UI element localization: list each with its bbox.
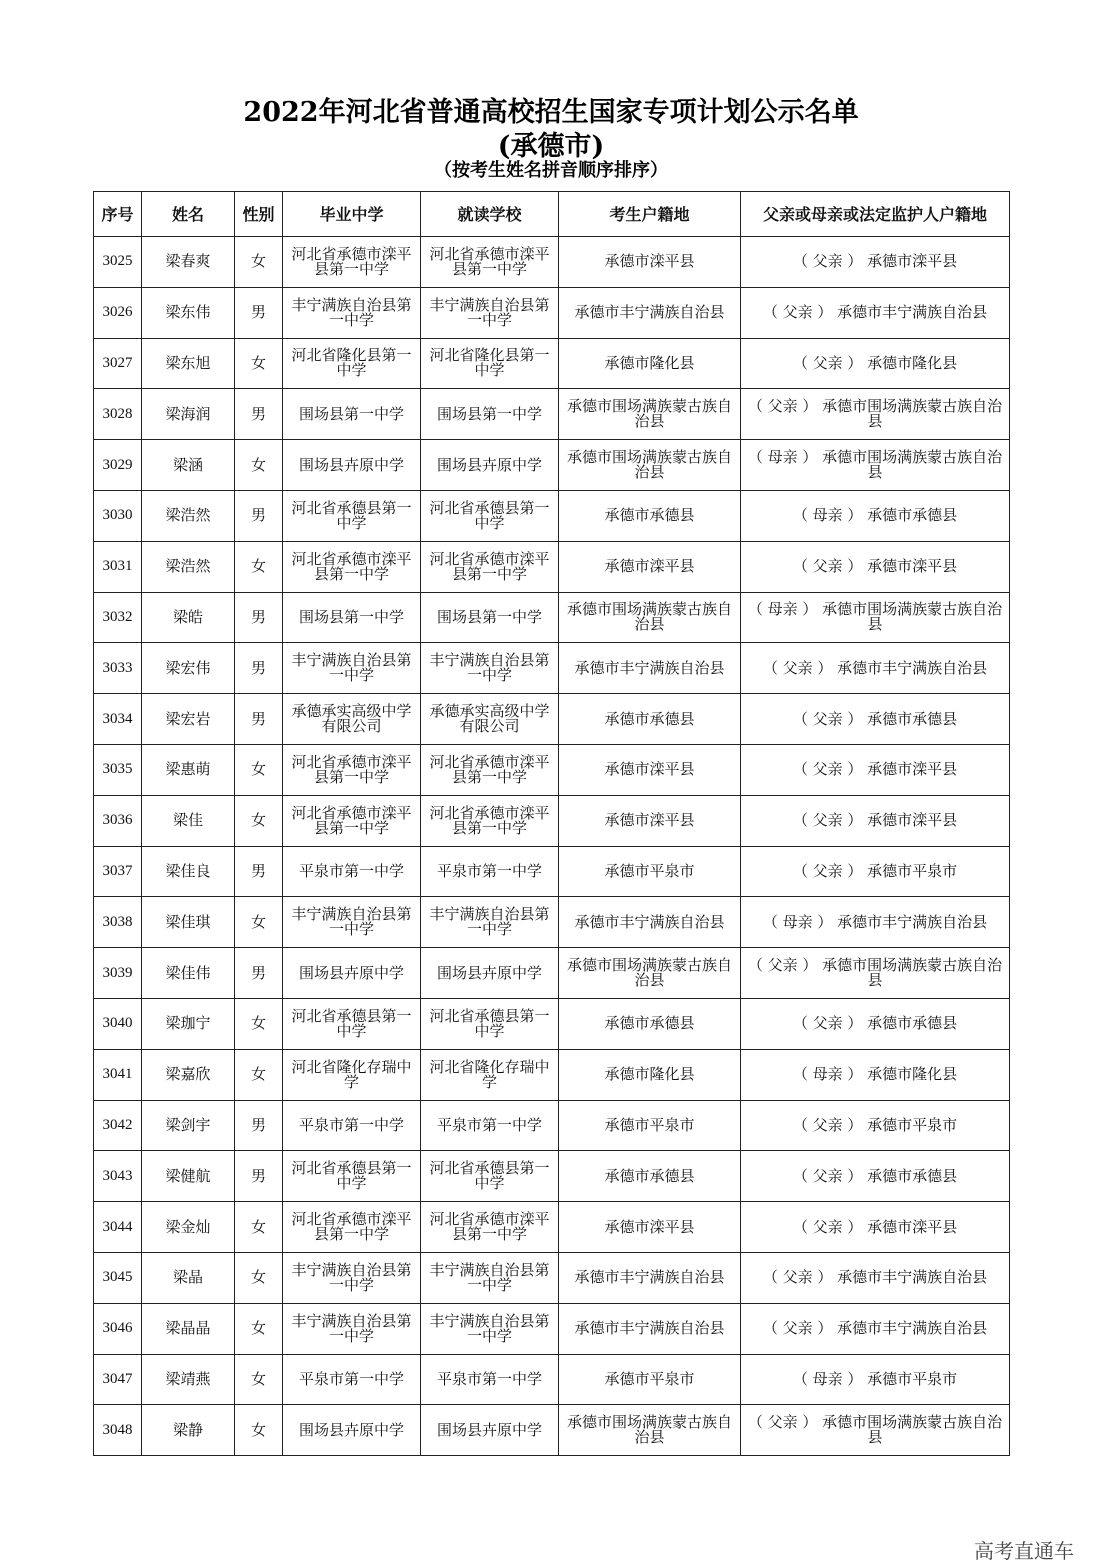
cell-graduated-school: 围场县卉原中学	[283, 1405, 421, 1456]
cell-seq: 3037	[94, 846, 142, 897]
cell-student-household: 承德市承德县	[559, 998, 741, 1049]
cell-gender: 女	[235, 1405, 283, 1456]
cell-guardian-household: （ 母亲 ） 承德市隆化县	[741, 1049, 1010, 1100]
cell-seq: 3033	[94, 643, 142, 694]
cell-seq: 3036	[94, 795, 142, 846]
cell-student-household: 承德市滦平县	[559, 541, 741, 592]
cell-guardian-household: （ 父亲 ） 承德市滦平县	[741, 795, 1010, 846]
cell-gender: 女	[235, 440, 283, 491]
cell-student-household: 承德市承德县	[559, 490, 741, 541]
cell-name: 梁靖燕	[142, 1354, 235, 1405]
cell-name: 梁海润	[142, 389, 235, 440]
admission-list-table	[93, 191, 1010, 1456]
cell-graduated-school: 河北省承德市滦平县第一中学	[283, 795, 421, 846]
cell-graduated-school: 围场县第一中学	[283, 389, 421, 440]
cell-guardian-household: （ 母亲 ） 承德市承德县	[741, 490, 1010, 541]
cell-gender: 女	[235, 998, 283, 1049]
cell-name: 梁晶	[142, 1252, 235, 1303]
cell-current-school: 平泉市第一中学	[421, 846, 559, 897]
cell-graduated-school: 丰宁满族自治县第一中学	[283, 643, 421, 694]
cell-seq: 3040	[94, 998, 142, 1049]
cell-guardian-household: （ 父亲 ） 承德市丰宁满族自治县	[741, 1303, 1010, 1354]
table-row	[94, 694, 1010, 745]
cell-gender: 男	[235, 287, 283, 338]
page-title: 2022年河北省普通高校招生国家专项计划公示名单	[243, 97, 859, 128]
cell-current-school: 平泉市第一中学	[421, 1100, 559, 1151]
cell-guardian-household: （ 父亲 ） 承德市围场满族蒙古族自治县	[741, 948, 1010, 999]
table-row	[94, 237, 1010, 288]
cell-name: 梁浩然	[142, 541, 235, 592]
cell-student-household: 承德市滦平县	[559, 744, 741, 795]
cell-guardian-household: （ 父亲 ） 承德市丰宁满族自治县	[741, 1252, 1010, 1303]
cell-seq: 3030	[94, 490, 142, 541]
cell-student-household: 承德市丰宁满族自治县	[559, 643, 741, 694]
table-row	[94, 440, 1010, 491]
cell-student-household: 承德市隆化县	[559, 1049, 741, 1100]
cell-seq: 3031	[94, 541, 142, 592]
cell-seq: 3035	[94, 744, 142, 795]
cell-graduated-school: 丰宁满族自治县第一中学	[283, 1252, 421, 1303]
cell-seq: 3041	[94, 1049, 142, 1100]
cell-name: 梁东旭	[142, 338, 235, 389]
cell-current-school: 河北省隆化存瑞中学	[421, 1049, 559, 1100]
cell-name: 梁剑宇	[142, 1100, 235, 1151]
cell-name: 梁宏岩	[142, 694, 235, 745]
table-row	[94, 1252, 1010, 1303]
cell-student-household: 承德市围场满族蒙古族自治县	[559, 948, 741, 999]
cell-current-school: 围场县卉原中学	[421, 948, 559, 999]
cell-seq: 3028	[94, 389, 142, 440]
cell-name: 梁嘉欣	[142, 1049, 235, 1100]
header-current-school: 就读学校	[421, 192, 559, 237]
cell-graduated-school: 河北省承德市滦平县第一中学	[283, 744, 421, 795]
table-row	[94, 1151, 1010, 1202]
cell-seq: 3029	[94, 440, 142, 491]
cell-current-school: 丰宁满族自治县第一中学	[421, 1252, 559, 1303]
cell-student-household: 承德市滦平县	[559, 795, 741, 846]
cell-gender: 男	[235, 846, 283, 897]
cell-seq: 3034	[94, 694, 142, 745]
cell-student-household: 承德市滦平县	[559, 1202, 741, 1253]
cell-seq: 3048	[94, 1405, 142, 1456]
cell-graduated-school: 丰宁满族自治县第一中学	[283, 287, 421, 338]
table-row	[94, 1405, 1010, 1456]
header-name: 姓名	[142, 192, 235, 237]
cell-gender: 女	[235, 795, 283, 846]
table-row	[94, 592, 1010, 643]
cell-seq: 3046	[94, 1303, 142, 1354]
cell-seq: 3039	[94, 948, 142, 999]
cell-guardian-household: （ 父亲 ） 承德市承德县	[741, 998, 1010, 1049]
cell-current-school: 承德承实高级中学有限公司	[421, 694, 559, 745]
cell-student-household: 承德市隆化县	[559, 338, 741, 389]
cell-guardian-household: （ 父亲 ） 承德市滦平县	[741, 744, 1010, 795]
cell-name: 梁涵	[142, 440, 235, 491]
cell-name: 梁佳	[142, 795, 235, 846]
sort-note: （按考生姓名拼音顺序排序）	[434, 160, 668, 181]
cell-graduated-school: 河北省承德市滦平县第一中学	[283, 1202, 421, 1253]
cell-guardian-household: （ 父亲 ） 承德市滦平县	[741, 541, 1010, 592]
cell-graduated-school: 围场县卉原中学	[283, 440, 421, 491]
cell-guardian-household: （ 母亲 ） 承德市平泉市	[741, 1354, 1010, 1405]
cell-graduated-school: 围场县卉原中学	[283, 948, 421, 999]
table-row	[94, 1100, 1010, 1151]
cell-name: 梁晶晶	[142, 1303, 235, 1354]
cell-seq: 3044	[94, 1202, 142, 1253]
watermark: 高考直通车	[974, 1539, 1074, 1563]
cell-graduated-school: 承德承实高级中学有限公司	[283, 694, 421, 745]
cell-guardian-household: （ 父亲 ） 承德市滦平县	[741, 1202, 1010, 1253]
cell-current-school: 围场县第一中学	[421, 389, 559, 440]
cell-graduated-school: 平泉市第一中学	[283, 1354, 421, 1405]
cell-name: 梁东伟	[142, 287, 235, 338]
cell-gender: 男	[235, 1151, 283, 1202]
cell-graduated-school: 平泉市第一中学	[283, 846, 421, 897]
cell-gender: 女	[235, 1354, 283, 1405]
cell-name: 梁惠萌	[142, 744, 235, 795]
cell-current-school: 围场县卉原中学	[421, 1405, 559, 1456]
table-row	[94, 287, 1010, 338]
cell-name: 梁佳伟	[142, 948, 235, 999]
table-row	[94, 338, 1010, 389]
cell-current-school: 丰宁满族自治县第一中学	[421, 287, 559, 338]
cell-student-household: 承德市围场满族蒙古族自治县	[559, 592, 741, 643]
cell-student-household: 承德市承德县	[559, 1151, 741, 1202]
cell-name: 梁静	[142, 1405, 235, 1456]
cell-graduated-school: 丰宁满族自治县第一中学	[283, 897, 421, 948]
cell-gender: 女	[235, 1049, 283, 1100]
header-graduated-school: 毕业中学	[283, 192, 421, 237]
cell-guardian-household: （ 父亲 ） 承德市平泉市	[741, 1100, 1010, 1151]
table-row	[94, 948, 1010, 999]
table-row	[94, 643, 1010, 694]
table-row	[94, 1303, 1010, 1354]
cell-guardian-household: （ 父亲 ） 承德市承德县	[741, 1151, 1010, 1202]
cell-seq: 3027	[94, 338, 142, 389]
cell-current-school: 河北省承德市滦平县第一中学	[421, 541, 559, 592]
cell-seq: 3026	[94, 287, 142, 338]
cell-guardian-household: （ 父亲 ） 承德市丰宁满族自治县	[741, 287, 1010, 338]
table-row	[94, 490, 1010, 541]
table-body	[94, 237, 1010, 1456]
cell-student-household: 承德市平泉市	[559, 846, 741, 897]
cell-graduated-school: 河北省承德市滦平县第一中学	[283, 237, 421, 288]
header-gender: 性别	[235, 192, 283, 237]
cell-current-school: 平泉市第一中学	[421, 1354, 559, 1405]
cell-student-household: 承德市围场满族蒙古族自治县	[559, 1405, 741, 1456]
cell-current-school: 围场县第一中学	[421, 592, 559, 643]
cell-guardian-household: （ 母亲 ） 承德市围场满族蒙古族自治县	[741, 440, 1010, 491]
cell-graduated-school: 平泉市第一中学	[283, 1100, 421, 1151]
cell-graduated-school: 河北省承德县第一中学	[283, 490, 421, 541]
cell-graduated-school: 河北省承德市滦平县第一中学	[283, 541, 421, 592]
cell-name: 梁浩然	[142, 490, 235, 541]
table-row	[94, 389, 1010, 440]
cell-seq: 3043	[94, 1151, 142, 1202]
cell-graduated-school: 围场县第一中学	[283, 592, 421, 643]
cell-name: 梁佳良	[142, 846, 235, 897]
cell-gender: 女	[235, 1202, 283, 1253]
cell-gender: 男	[235, 389, 283, 440]
cell-name: 梁健航	[142, 1151, 235, 1202]
table-row	[94, 897, 1010, 948]
cell-current-school: 河北省承德县第一中学	[421, 490, 559, 541]
cell-student-household: 承德市丰宁满族自治县	[559, 897, 741, 948]
cell-current-school: 河北省承德县第一中学	[421, 998, 559, 1049]
cell-name: 梁佳琪	[142, 897, 235, 948]
cell-gender: 男	[235, 643, 283, 694]
cell-gender: 女	[235, 338, 283, 389]
cell-student-household: 承德市围场满族蒙古族自治县	[559, 389, 741, 440]
table-row	[94, 998, 1010, 1049]
table-row	[94, 541, 1010, 592]
cell-current-school: 河北省承德市滦平县第一中学	[421, 795, 559, 846]
cell-gender: 女	[235, 897, 283, 948]
cell-gender: 男	[235, 694, 283, 745]
cell-gender: 女	[235, 1252, 283, 1303]
cell-guardian-household: （ 母亲 ） 承德市丰宁满族自治县	[741, 897, 1010, 948]
cell-name: 梁金灿	[142, 1202, 235, 1253]
cell-guardian-household: （ 父亲 ） 承德市平泉市	[741, 846, 1010, 897]
cell-gender: 男	[235, 1100, 283, 1151]
cell-graduated-school: 河北省承德县第一中学	[283, 998, 421, 1049]
cell-guardian-household: （ 父亲 ） 承德市隆化县	[741, 338, 1010, 389]
table-row	[94, 1049, 1010, 1100]
cell-seq: 3042	[94, 1100, 142, 1151]
cell-graduated-school: 河北省隆化存瑞中学	[283, 1049, 421, 1100]
cell-guardian-household: （ 父亲 ） 承德市滦平县	[741, 237, 1010, 288]
cell-student-household: 承德市承德县	[559, 694, 741, 745]
table-row	[94, 795, 1010, 846]
cell-gender: 女	[235, 744, 283, 795]
cell-current-school: 河北省承德市滦平县第一中学	[421, 744, 559, 795]
table-header-row	[94, 192, 1010, 237]
cell-seq: 3047	[94, 1354, 142, 1405]
cell-name: 梁珈宁	[142, 998, 235, 1049]
cell-seq: 3038	[94, 897, 142, 948]
cell-student-household: 承德市丰宁满族自治县	[559, 1252, 741, 1303]
cell-seq: 3032	[94, 592, 142, 643]
cell-gender: 女	[235, 1303, 283, 1354]
cell-student-household: 承德市平泉市	[559, 1354, 741, 1405]
cell-current-school: 河北省隆化县第一中学	[421, 338, 559, 389]
page-subtitle: (承德市)	[497, 131, 605, 162]
cell-guardian-household: （ 母亲 ） 承德市围场满族蒙古族自治县	[741, 592, 1010, 643]
cell-current-school: 河北省承德市滦平县第一中学	[421, 1202, 559, 1253]
cell-current-school: 河北省承德县第一中学	[421, 1151, 559, 1202]
cell-student-household: 承德市平泉市	[559, 1100, 741, 1151]
table-row	[94, 1354, 1010, 1405]
header-student-household: 考生户籍地	[559, 192, 741, 237]
cell-student-household: 承德市丰宁满族自治县	[559, 1303, 741, 1354]
cell-graduated-school: 河北省承德县第一中学	[283, 1151, 421, 1202]
cell-seq: 3045	[94, 1252, 142, 1303]
table-row	[94, 846, 1010, 897]
cell-current-school: 丰宁满族自治县第一中学	[421, 1303, 559, 1354]
cell-guardian-household: （ 父亲 ） 承德市承德县	[741, 694, 1010, 745]
cell-student-household: 承德市滦平县	[559, 237, 741, 288]
header-seq: 序号	[94, 192, 142, 237]
cell-current-school: 围场县卉原中学	[421, 440, 559, 491]
cell-student-household: 承德市围场满族蒙古族自治县	[559, 440, 741, 491]
cell-gender: 女	[235, 541, 283, 592]
cell-guardian-household: （ 父亲 ） 承德市围场满族蒙古族自治县	[741, 389, 1010, 440]
cell-gender: 男	[235, 490, 283, 541]
cell-graduated-school: 丰宁满族自治县第一中学	[283, 1303, 421, 1354]
cell-name: 梁宏伟	[142, 643, 235, 694]
cell-current-school: 河北省承德市滦平县第一中学	[421, 237, 559, 288]
cell-name: 梁春爽	[142, 237, 235, 288]
cell-gender: 男	[235, 948, 283, 999]
cell-student-household: 承德市丰宁满族自治县	[559, 287, 741, 338]
table-row	[94, 1202, 1010, 1253]
cell-graduated-school: 河北省隆化县第一中学	[283, 338, 421, 389]
cell-guardian-household: （ 父亲 ） 承德市围场满族蒙古族自治县	[741, 1405, 1010, 1456]
cell-gender: 男	[235, 592, 283, 643]
table-row	[94, 744, 1010, 795]
cell-name: 梁皓	[142, 592, 235, 643]
cell-gender: 女	[235, 237, 283, 288]
cell-guardian-household: （ 父亲 ） 承德市丰宁满族自治县	[741, 643, 1010, 694]
cell-current-school: 丰宁满族自治县第一中学	[421, 643, 559, 694]
header-guardian-household: 父亲或母亲或法定监护人户籍地	[741, 192, 1010, 237]
cell-seq: 3025	[94, 237, 142, 288]
cell-current-school: 丰宁满族自治县第一中学	[421, 897, 559, 948]
